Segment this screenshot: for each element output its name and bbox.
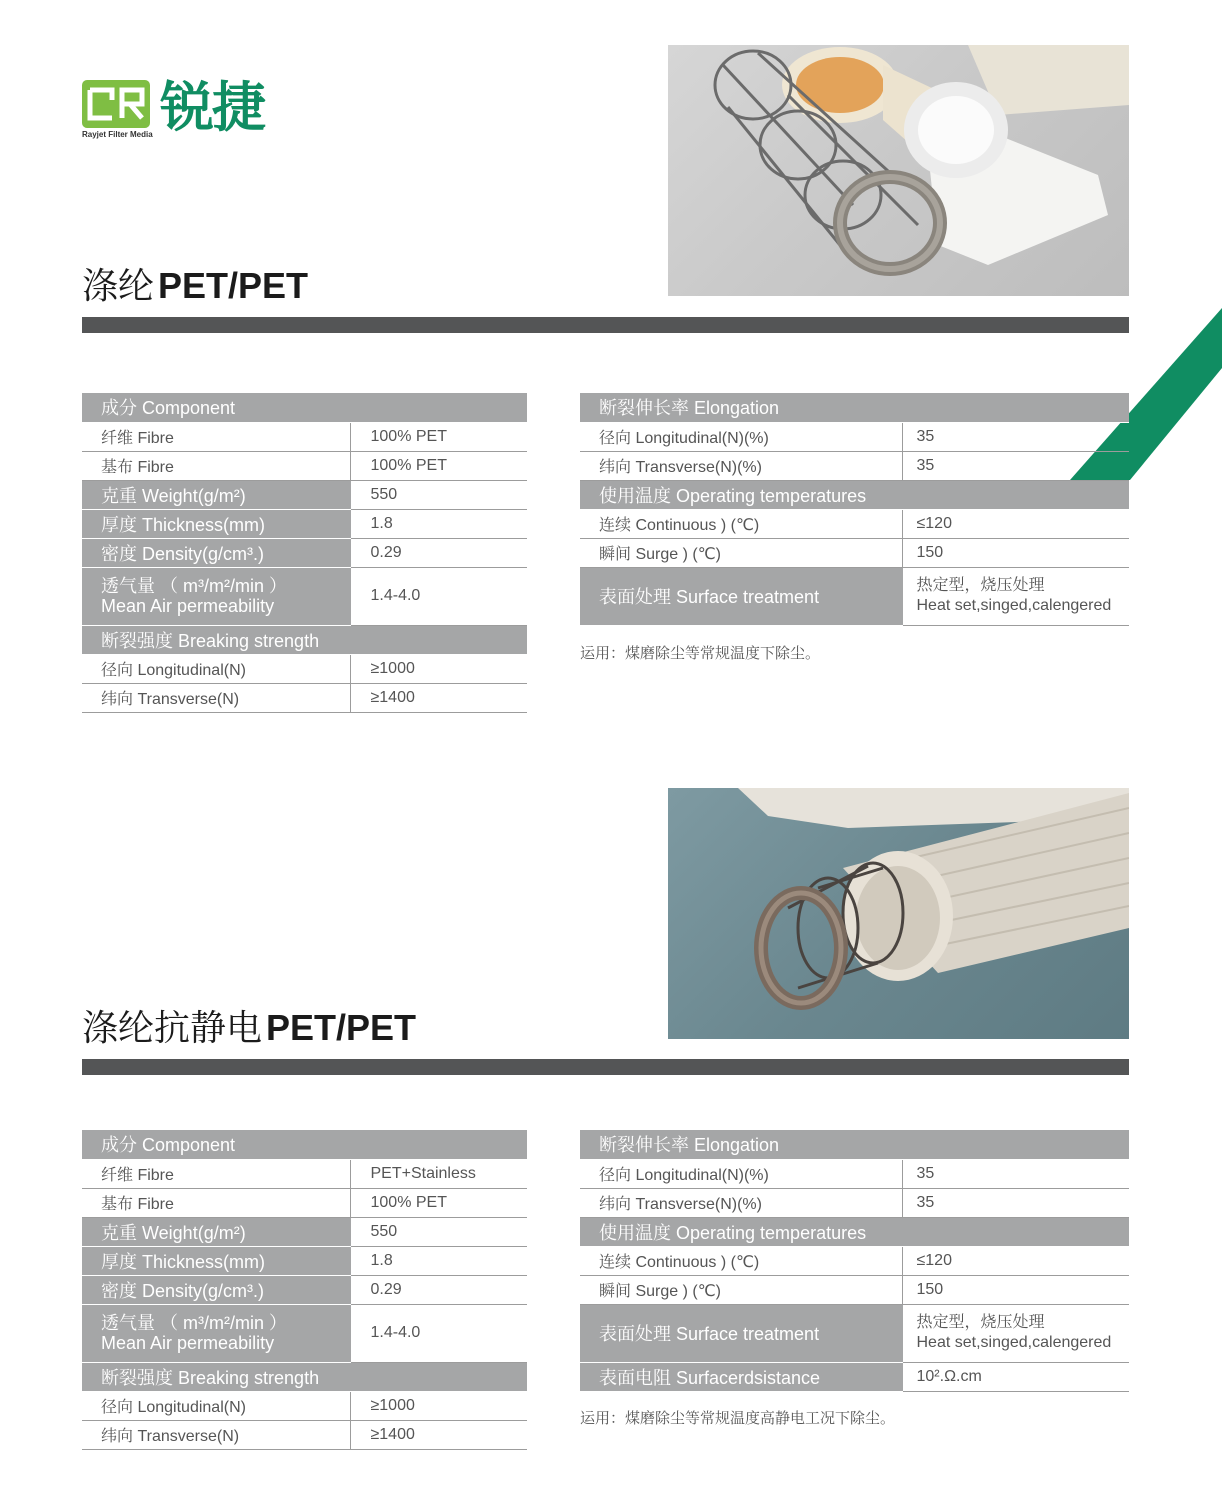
air-permeability-label-cn: 透气量 （ m³/m²/min ） [101, 1313, 287, 1333]
weight-label: 克重 Weight(g/m²) [82, 480, 350, 509]
elong-transverse-label: 纬向 Transverse(N)(%) [580, 1188, 902, 1217]
brand-name-en: Rayjet Filter Media [82, 130, 153, 139]
component-header: 成分 Component [82, 393, 527, 422]
air-permeability-label-cn: 透气量 （ m³/m²/min ） [101, 576, 287, 596]
elong-transverse-label: 纬向 Transverse(N)(%) [580, 451, 902, 480]
thickness-label: 厚度 Thickness(mm) [82, 509, 350, 538]
base-fibre-value: 100% PET [350, 451, 527, 480]
fibre-label: 纤维 Fibre [82, 422, 350, 451]
spec-table-right [580, 393, 1129, 626]
table-row [82, 683, 527, 712]
table-header-row [580, 1130, 1129, 1159]
table-header-row [580, 1217, 1129, 1246]
density-label: 密度 Density(g/cm³.) [82, 1275, 350, 1304]
table-row [82, 1159, 527, 1188]
breaking-strength-header: 断裂强度 Breaking strength [82, 1362, 527, 1391]
product-photo-antistatic-bag [668, 788, 1129, 1039]
table-row [82, 1304, 527, 1362]
table-header-row [580, 480, 1129, 509]
surface-treatment-label: 表面处理 Surface treatment [580, 1304, 902, 1362]
section-title-en: PET/PET [158, 265, 309, 306]
density-label: 密度 Density(g/cm³.) [82, 538, 350, 567]
elong-transverse-value: 35 [902, 451, 1129, 480]
continuous-value: ≤120 [902, 509, 1129, 538]
table-row [82, 422, 527, 451]
table-header-row [82, 393, 527, 422]
elong-longitudinal-value: 35 [902, 1159, 1129, 1188]
table-row [82, 1391, 527, 1420]
density-value: 0.29 [350, 1275, 527, 1304]
air-permeability-label-en: Mean Air permeability [101, 1333, 275, 1353]
antistatic-bag-image [668, 788, 1129, 1039]
air-permeability-label-en: Mean Air permeability [101, 596, 275, 616]
table-row [580, 1188, 1129, 1217]
air-permeability-value: 1.4-4.0 [350, 567, 527, 625]
usage-note: 运用：煤磨除尘等常规温度下除尘。 [580, 645, 821, 662]
surface-treatment-label: 表面处理 Surface treatment [580, 567, 902, 625]
table-row [580, 422, 1129, 451]
fibre-value: PET+Stainless [350, 1159, 527, 1188]
table-row [82, 480, 527, 509]
table-row [82, 1275, 527, 1304]
longitudinal-value: ≥1000 [350, 1391, 527, 1420]
longitudinal-label: 径向 Longitudinal(N) [82, 654, 350, 683]
product-photo-filter-bags [668, 45, 1129, 296]
component-header: 成分 Component [82, 1130, 527, 1159]
brand-logo [82, 78, 302, 148]
elong-longitudinal-label: 径向 Longitudinal(N)(%) [580, 1159, 902, 1188]
table-row [82, 1217, 527, 1246]
fibre-value: 100% PET [350, 422, 527, 451]
surface-resistance-label: 表面电阻 Surfacerdsistance [580, 1362, 902, 1391]
breaking-strength-header: 断裂强度 Breaking strength [82, 625, 527, 654]
table-row [82, 654, 527, 683]
transverse-value: ≥1400 [350, 1420, 527, 1449]
base-fibre-label: 基布 Fibre [82, 451, 350, 480]
thickness-label: 厚度 Thickness(mm) [82, 1246, 350, 1275]
table-header-row [580, 393, 1129, 422]
weight-label: 克重 Weight(g/m²) [82, 1217, 350, 1246]
density-value: 0.29 [350, 538, 527, 567]
elong-longitudinal-value: 35 [902, 422, 1129, 451]
spec-table-left [82, 393, 527, 713]
continuous-label: 连续 Continuous ) (℃) [580, 1246, 902, 1275]
table-header-row [82, 1130, 527, 1159]
surface-treatment-value [902, 567, 1129, 625]
continuous-value: ≤120 [902, 1246, 1129, 1275]
section-divider-bar [82, 1059, 1129, 1075]
weight-value: 550 [350, 480, 527, 509]
transverse-label: 纬向 Transverse(N) [82, 1420, 350, 1449]
section-title-en: PET/PET [266, 1007, 417, 1048]
weight-value: 550 [350, 1217, 527, 1246]
thickness-value: 1.8 [350, 1246, 527, 1275]
base-fibre-value: 100% PET [350, 1188, 527, 1217]
surge-value: 150 [902, 538, 1129, 567]
table-row [580, 538, 1129, 567]
surface-treatment-value-en: Heat set,singed,calengered [916, 597, 1112, 614]
longitudinal-label: 径向 Longitudinal(N) [82, 1391, 350, 1420]
table-row [580, 1304, 1129, 1362]
brand-name-cn: 锐捷 [160, 76, 264, 139]
table-row [82, 567, 527, 625]
elong-longitudinal-label: 径向 Longitudinal(N)(%) [580, 422, 902, 451]
surface-treatment-value-cn: 热定型，烧压处理 [916, 577, 1045, 594]
table-row [580, 1275, 1129, 1304]
air-permeability-label [82, 1304, 350, 1362]
spec-table-right [580, 1130, 1129, 1392]
table-row [82, 1246, 527, 1275]
table-row [82, 538, 527, 567]
table-header-row [82, 1362, 527, 1391]
surface-resistance-value: 10².Ω.cm [902, 1362, 1129, 1391]
longitudinal-value: ≥1000 [350, 654, 527, 683]
table-row [580, 451, 1129, 480]
table-header-row [82, 625, 527, 654]
elong-transverse-value: 35 [902, 1188, 1129, 1217]
surge-label: 瞬间 Surge ) (℃) [580, 1275, 902, 1304]
transverse-value: ≥1400 [350, 683, 527, 712]
filter-bags-image [668, 45, 1129, 296]
thickness-value: 1.8 [350, 509, 527, 538]
section-divider-bar [82, 317, 1129, 333]
section-title-pet [82, 266, 308, 306]
table-row [580, 1362, 1129, 1391]
fibre-label: 纤维 Fibre [82, 1159, 350, 1188]
surge-value: 150 [902, 1275, 1129, 1304]
table-row [580, 509, 1129, 538]
section-title-cn: 涤纶抗静电 [82, 1007, 263, 1048]
air-permeability-label [82, 567, 350, 625]
surge-label: 瞬间 Surge ) (℃) [580, 538, 902, 567]
table-row [580, 1159, 1129, 1188]
surface-treatment-value [902, 1304, 1129, 1362]
table-row [580, 1246, 1129, 1275]
table-row [82, 1420, 527, 1449]
spec-table-left [82, 1130, 527, 1450]
table-row [82, 451, 527, 480]
temperature-header: 使用温度 Operating temperatures [580, 480, 1129, 509]
base-fibre-label: 基布 Fibre [82, 1188, 350, 1217]
table-row [82, 509, 527, 538]
continuous-label: 连续 Continuous ) (℃) [580, 509, 902, 538]
table-row [580, 567, 1129, 625]
surface-treatment-value-en: Heat set,singed,calengered [916, 1334, 1112, 1351]
surface-treatment-value-cn: 热定型，烧压处理 [916, 1314, 1045, 1331]
air-permeability-value: 1.4-4.0 [350, 1304, 527, 1362]
section-title-pet-antistatic [82, 1008, 416, 1048]
transverse-label: 纬向 Transverse(N) [82, 683, 350, 712]
elongation-header: 断裂伸长率 Elongation [580, 393, 1129, 422]
logo-mark-icon [82, 80, 150, 128]
usage-note: 运用：煤磨除尘等常规温度高静电工况下除尘。 [580, 1410, 896, 1427]
section-title-cn: 涤纶 [82, 265, 155, 306]
table-row [82, 1188, 527, 1217]
temperature-header: 使用温度 Operating temperatures [580, 1217, 1129, 1246]
elongation-header: 断裂伸长率 Elongation [580, 1130, 1129, 1159]
